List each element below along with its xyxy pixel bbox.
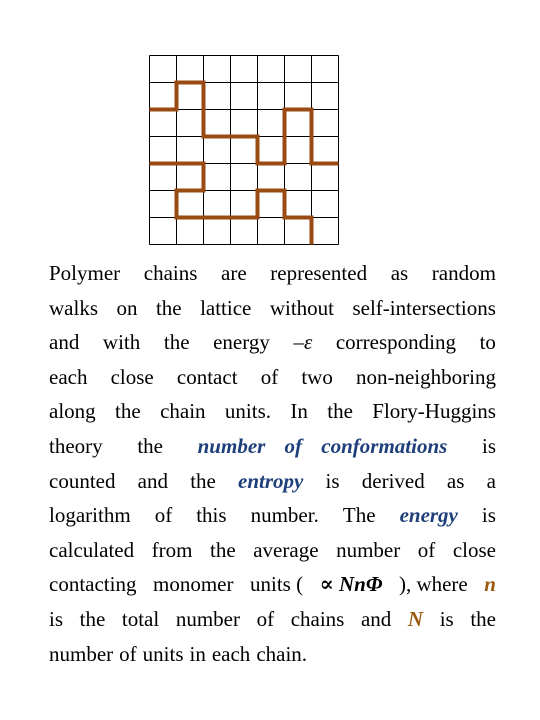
word: In	[290, 399, 308, 424]
energy-symbol: –ε	[293, 330, 313, 355]
word: derived	[361, 468, 425, 493]
word: random	[431, 261, 496, 285]
word: the	[327, 399, 353, 424]
word: logarithm	[49, 503, 131, 528]
word: number	[336, 537, 401, 562]
word: as	[446, 468, 465, 493]
word: units	[142, 641, 184, 666]
word: and	[360, 606, 392, 631]
word: the	[115, 399, 141, 424]
word: the	[210, 537, 236, 562]
word: self-intersections	[352, 295, 496, 320]
word: lattice	[200, 295, 252, 320]
text-line	[49, 256, 496, 291]
word: from	[151, 537, 193, 562]
word: in	[189, 641, 206, 666]
word: chains	[143, 261, 198, 285]
word: with	[102, 330, 141, 355]
word: monomer	[153, 572, 234, 597]
word: is	[325, 468, 340, 493]
word: a	[486, 468, 496, 493]
word: units.	[224, 399, 272, 424]
text-line	[49, 498, 496, 533]
word: of	[417, 537, 436, 562]
word: counted	[49, 468, 116, 493]
lattice-diagram	[148, 54, 340, 246]
text-line	[49, 291, 496, 326]
text-line	[49, 533, 496, 568]
text-line	[49, 325, 496, 360]
formula-proportional-NnPhi: ∝ NnΦ	[319, 572, 383, 597]
word: along	[49, 399, 96, 424]
text-line	[49, 602, 496, 637]
text-line	[49, 464, 496, 499]
word: the	[470, 606, 496, 631]
word: the	[137, 433, 163, 458]
word: calculated	[49, 537, 135, 562]
text-line	[49, 360, 496, 395]
word: The	[342, 503, 376, 528]
word: each	[49, 364, 88, 389]
word: is	[481, 433, 496, 458]
word: are	[221, 261, 247, 285]
text-line	[49, 637, 496, 672]
highlight-energy: energy	[399, 503, 458, 528]
word: to	[479, 330, 496, 355]
word: represented	[270, 261, 368, 285]
word: theory	[49, 433, 103, 458]
word: total	[121, 606, 160, 631]
word: energy	[213, 330, 270, 355]
text-line	[49, 567, 496, 602]
word: chain.	[256, 641, 308, 666]
word: of	[119, 641, 137, 666]
word: the	[163, 330, 190, 355]
word: the	[155, 295, 182, 320]
word: and	[137, 468, 168, 493]
word: Polymer	[49, 261, 121, 285]
text-line	[49, 394, 496, 429]
word: chains	[290, 606, 345, 631]
word: contacting	[49, 572, 137, 597]
word: of	[256, 606, 275, 631]
word: walks	[49, 295, 98, 320]
word: the	[190, 468, 216, 493]
word: number.	[250, 503, 319, 528]
text-line	[49, 429, 496, 464]
word: is	[481, 503, 496, 528]
word: as	[390, 261, 409, 285]
word: the	[79, 606, 106, 631]
word: and	[49, 330, 80, 355]
word: contact	[176, 364, 238, 389]
word: Flory-Huggins	[372, 399, 496, 424]
word: chain	[160, 399, 206, 424]
highlight-entropy: entropy	[238, 468, 304, 493]
highlight-n: n	[484, 572, 496, 597]
word: is	[439, 606, 454, 631]
word: close	[110, 364, 154, 389]
polymer-chain-1	[150, 83, 339, 164]
word: two	[301, 364, 333, 389]
word: is	[49, 606, 64, 631]
word: close	[452, 537, 496, 562]
word: units (	[250, 572, 304, 597]
word: number	[49, 641, 114, 666]
word: this	[196, 503, 227, 528]
word: number	[175, 606, 240, 631]
word: corresponding	[335, 330, 456, 355]
highlight-number-of-conformations: number of conformations	[197, 433, 448, 458]
highlight-N: N	[407, 606, 424, 631]
word: non-neighboring	[355, 364, 496, 389]
word: on	[116, 295, 138, 320]
word: average	[253, 537, 319, 562]
word: of	[154, 503, 173, 528]
word: of	[260, 364, 279, 389]
description-paragraph	[49, 256, 496, 671]
word: each	[211, 641, 251, 666]
word: ), where	[398, 572, 468, 597]
word: without	[269, 295, 335, 320]
